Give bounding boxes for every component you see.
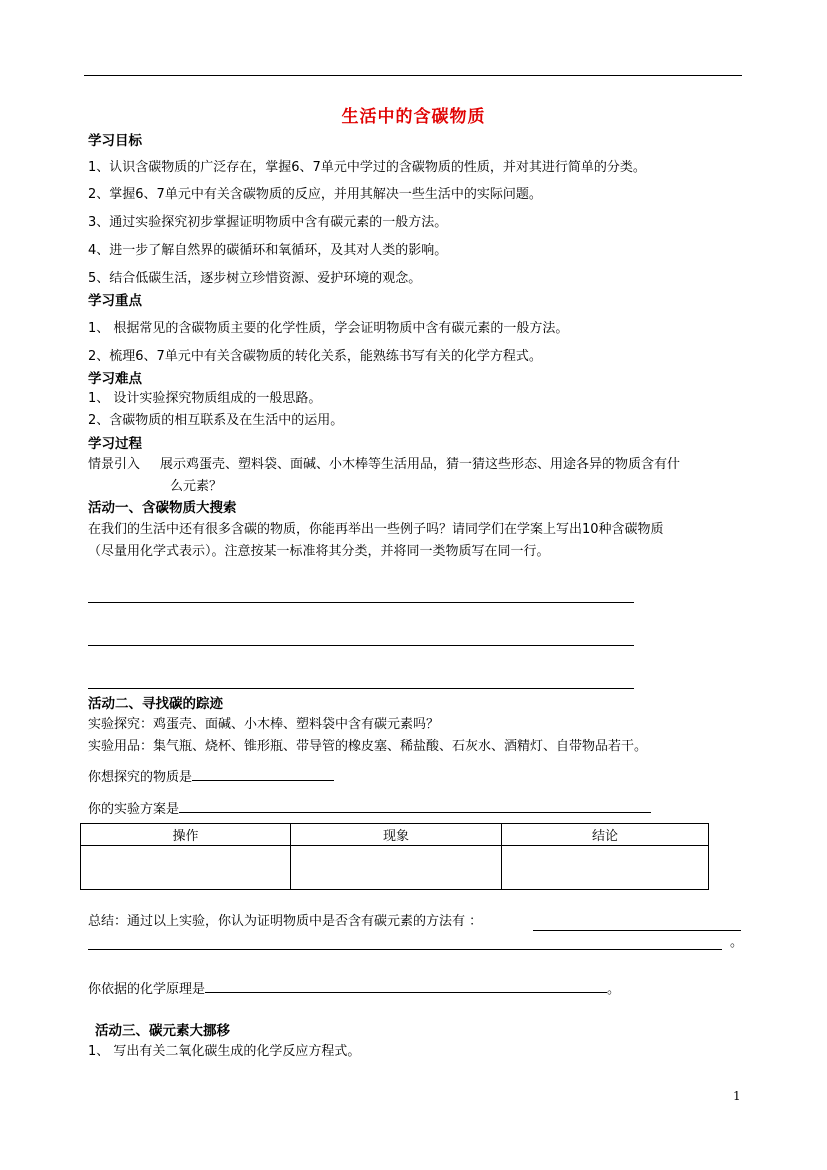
column-header-operation: 操作 [81,824,291,846]
intro-text: 展示鸡蛋壳、塑料袋、面碱、小木棒等生活用品，猜一猜这些形态、用途各异的物质含有什 [160,457,681,472]
principle-end-mark: 。 [607,982,621,997]
plan-blank[interactable] [179,798,651,813]
summary-blank-cont[interactable] [88,949,722,950]
activity1-text: （尽量用化学式表示）。注意按某一标准将其分类，并将同一类物质写在同一行。 [88,544,550,559]
plan-label: 你的实验方案是 [88,802,180,817]
process-heading: 学习过程 [88,436,142,452]
activity2-heading: 活动二、寻找碳的踪迹 [88,696,223,712]
activity3-item: 1、 写出有关二氧化碳生成的化学反应方程式。 [88,1044,361,1059]
objective-item: 5、结合低碳生活，逐步树立珍惜资源、爱护环境的观念。 [88,271,422,286]
objective-item: 3、通过实验探究初步掌握证明物质中含有碳元素的一般方法。 [88,215,448,230]
difficulties-heading: 学习难点 [88,371,142,387]
table-cell-phenomenon[interactable] [291,846,502,890]
column-header-conclusion: 结论 [502,824,709,846]
answer-line[interactable] [88,645,634,646]
activity1-heading: 活动一、含碳物质大搜索 [88,500,237,516]
substance-blank[interactable] [192,766,334,781]
answer-line[interactable] [88,602,634,603]
page-title: 生活中的含碳物质 [341,107,486,127]
objective-item: 2、掌握6、7单元中有关含碳物质的反应，并用其解决一些生活中的实际问题。 [88,187,542,202]
activity2-explore: 实验探究：鸡蛋壳、面碱、小木棒、塑料袋中含有碳元素吗？ [88,717,440,732]
summary-prompt: 总结：通过以上实验，你认为证明物质中是否含有碳元素的方法有 ： [88,914,483,929]
answer-line[interactable] [88,688,634,689]
substance-label: 你想探究的物质是 [88,770,193,785]
summary-end-mark: 。 [730,935,744,950]
experiment-table [80,823,709,890]
key-points-heading: 学习重点 [88,293,142,309]
table-header-row [81,824,709,846]
objective-item: 1、认识含碳物质的广泛存在，掌握6、7单元中学过的含碳物质的性质，并对其进行简单的分类。 [88,160,646,175]
principle-blank[interactable] [205,978,607,993]
table-row [81,846,709,890]
key-point-item: 1、 根据常见的含碳物质主要的化学性质，学会证明物质中含有碳元素的一般方法。 [88,321,569,336]
principle-prompt [88,978,620,999]
activity2-supplies: 实验用品：集气瓶、烧杯、锥形瓶、带导管的橡皮塞、稀盐酸、石灰水、酒精灯、自带物品若干。 [88,739,648,754]
intro-label: 情景引入 [88,457,141,472]
table-cell-conclusion[interactable] [502,846,709,890]
difficulty-item: 1、 设计实验探究物质组成的一般思路。 [88,391,322,406]
substance-prompt [88,766,334,787]
principle-label: 你依据的化学原理是 [88,982,206,997]
header-rule [84,75,742,76]
key-point-item: 2、梳理6、7单元中有关含碳物质的转化关系，能熟练书写有关的化学方程式。 [88,349,542,364]
activity1-text: 在我们的生活中还有很多含碳的物质，你能再举出一些例子吗？请同学们在学案上写出10种含碳物质 [88,522,664,537]
activity3-heading: 活动三、碳元素大挪移 [95,1023,230,1039]
summary-blank[interactable] [533,930,741,931]
intro-text-cont: 么元素？ [170,479,223,494]
page-number: 1 [733,1089,741,1103]
plan-prompt [88,798,651,819]
table-cell-operation[interactable] [81,846,291,890]
column-header-phenomenon: 现象 [291,824,502,846]
objectives-heading: 学习目标 [88,133,142,149]
difficulty-item: 2、含碳物质的相互联系及在生活中的运用。 [88,413,344,428]
objective-item: 4、进一步了解自然界的碳循环和氧循环，及其对人类的影响。 [88,243,448,258]
